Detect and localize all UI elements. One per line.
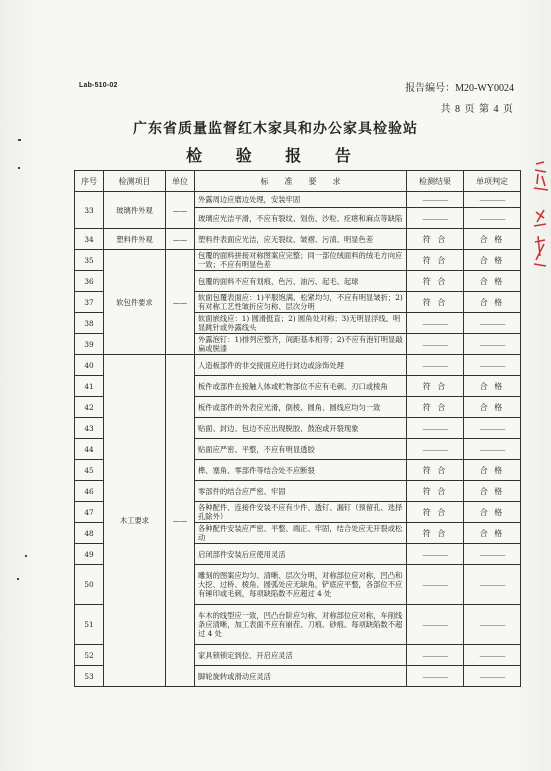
row-no: 53 [75, 666, 104, 687]
row-no: 35 [75, 250, 104, 271]
header-judgement: 单项判定 [464, 171, 521, 192]
result-cell: ———— [407, 355, 464, 376]
result-cell: ———— [407, 208, 464, 229]
row-no: 50 [75, 565, 104, 605]
result-cell: ———— [407, 418, 464, 439]
lab-code: Lab-510-02 [79, 82, 118, 89]
result-cell: 符 合 [407, 229, 464, 250]
requirement-text: 板件或部件在接触人体或贮物部位不应有毛刺、刃口或棱角 [195, 376, 407, 397]
item-name: 木工要求 [104, 355, 166, 687]
requirement-text: 各种配件安装应严密、平整、端正、牢固，结合处应无开裂或松动 [195, 523, 407, 544]
red-seal-stamp [532, 160, 551, 270]
result-cell: ———— [407, 645, 464, 666]
row-no: 41 [75, 376, 104, 397]
table-row [75, 250, 521, 271]
row-no: 38 [75, 313, 104, 334]
requirement-text: 启闭部件安装后应使用灵活 [195, 544, 407, 565]
requirement-text: 贴面应严密、平整，不应有明显透胶 [195, 439, 407, 460]
requirement-text: 塑料件表面应光洁，应无裂纹、皱褶、污渍、明显色差 [195, 229, 407, 250]
row-no: 34 [75, 229, 104, 250]
scan-speck [17, 578, 19, 580]
row-no: 39 [75, 334, 104, 355]
header-requirement: 标 准 要 求 [195, 171, 407, 192]
scan-speck [25, 555, 27, 557]
result-cell: 符 合 [407, 250, 464, 271]
table-row [75, 355, 521, 376]
row-no: 46 [75, 481, 104, 502]
organization-title: 广东省质量监督红木家具和办公家具检验站 [133, 121, 418, 137]
judgement-cell: ———— [464, 334, 521, 355]
result-cell: 符 合 [407, 397, 464, 418]
unit-cell: —— [166, 229, 195, 250]
requirement-text: 脚轮旋转或滑动应灵活 [195, 666, 407, 687]
requirement-text: 榫、塞角、零部件等结合处不应断裂 [195, 460, 407, 481]
result-cell: 符 合 [407, 376, 464, 397]
result-cell: ———— [407, 605, 464, 645]
result-cell: 符 合 [407, 292, 464, 313]
requirement-text: 雕刻的图案应均匀、清晰、层次分明，对称部位应对称，凹凸和大挖、过桥、棱角、圆弧处应无缺角，铲底应平整，各部位不应有锤印或毛刺，每项缺陷数不应超过 4 处 [195, 565, 407, 605]
result-cell: ———— [407, 313, 464, 334]
report-number: 报告编号：M20-WY0024 [405, 83, 514, 94]
scan-speck [18, 167, 20, 169]
requirement-text: 软面包覆表面应：1)平服饱满、松紧均匀，不应有明显皱折；2)有对称工艺性皱折应匀称、层次分明 [195, 292, 407, 313]
judgement-cell: 合 格 [464, 292, 521, 313]
unit-cell: —— [166, 355, 195, 687]
row-no: 44 [75, 439, 104, 460]
judgement-cell: 合 格 [464, 502, 521, 523]
row-no: 33 [75, 192, 104, 229]
judgement-cell: ———— [464, 666, 521, 687]
row-no: 43 [75, 418, 104, 439]
result-cell: ———— [407, 544, 464, 565]
judgement-cell: ———— [464, 418, 521, 439]
row-no: 48 [75, 523, 104, 544]
table-row [75, 229, 521, 250]
result-cell: 符 合 [407, 481, 464, 502]
item-name: 塑料件外观 [104, 229, 166, 250]
requirement-text: 玻璃应光洁平滑，不应有裂纹、划伤、沙粒、疙瘩和麻点等缺陷 [195, 208, 407, 229]
row-no: 52 [75, 645, 104, 666]
result-cell: ———— [407, 192, 464, 208]
requirement-text: 外露泡钉：1)排列应整齐，间距基本相等；2)不应有泡钉明显敲扁或脱漆 [195, 334, 407, 355]
judgement-cell: 合 格 [464, 460, 521, 481]
result-cell: ———— [407, 334, 464, 355]
item-name: 玻璃件外观 [104, 192, 166, 229]
row-no: 37 [75, 292, 104, 313]
header-unit: 单位 [166, 171, 195, 192]
page-count: 共 8 页 第 4 页 [440, 104, 514, 115]
requirement-text: 包覆的面料不应有划痕、色污、油污、起毛、起球 [195, 271, 407, 292]
row-no: 45 [75, 460, 104, 481]
header-result: 检测结果 [407, 171, 464, 192]
judgement-cell: 合 格 [464, 229, 521, 250]
unit-cell: —— [166, 192, 195, 229]
scan-speck [18, 139, 21, 141]
requirement-text: 零部件的结合应严密、牢固 [195, 481, 407, 502]
judgement-cell: 合 格 [464, 481, 521, 502]
requirement-text: 贴面、封边、包边不应出现脱胶、鼓泡或开裂现象 [195, 418, 407, 439]
row-no: 49 [75, 544, 104, 565]
judgement-cell: ———— [464, 565, 521, 605]
requirement-text: 包覆的面料拼接对称图案应完整；同一部位绒面料的绒毛方向应一致；不应有明显色差 [195, 250, 407, 271]
judgement-cell: 合 格 [464, 397, 521, 418]
requirement-text: 车木的线型应一致，凹凸台阶应匀称，对称部位应对称，车削线条应清晰，加工表面不应有崩茬、刀痕、砂痕。每项缺陷数不超过 4 处 [195, 605, 407, 645]
judgement-cell: ———— [464, 645, 521, 666]
result-cell: 符 合 [407, 460, 464, 481]
table-header-row [75, 171, 521, 192]
judgement-cell: 合 格 [464, 271, 521, 292]
result-cell: ———— [407, 666, 464, 687]
result-cell: 符 合 [407, 271, 464, 292]
row-no: 51 [75, 605, 104, 645]
row-no: 42 [75, 397, 104, 418]
judgement-cell: ———— [464, 605, 521, 645]
requirement-text: 家具锁锁定到位、开启应灵活 [195, 645, 407, 666]
header-item: 检测项目 [104, 171, 166, 192]
result-cell: 符 合 [407, 502, 464, 523]
judgement-cell: ———— [464, 544, 521, 565]
requirement-text: 软面嵌线应：1) 圆滑挺直；2) 圆角处对称；3)无明显浮线、明显跳针或外露线头 [195, 313, 407, 334]
table-row [75, 192, 521, 208]
judgement-cell: 合 格 [464, 523, 521, 544]
judgement-cell: ———— [464, 192, 521, 208]
requirement-text: 人造板部件的非交接面应进行封边或涂饰处理 [195, 355, 407, 376]
requirement-text: 板件或部件的外表应光滑，倒棱、圆角、圆线应均匀一致 [195, 397, 407, 418]
judgement-cell: 合 格 [464, 250, 521, 271]
report-title: 检 验 报 告 [186, 146, 365, 165]
judgement-cell: ———— [464, 439, 521, 460]
row-no: 40 [75, 355, 104, 376]
judgement-cell: 合 格 [464, 376, 521, 397]
result-cell: 符 合 [407, 523, 464, 544]
judgement-cell: ———— [464, 208, 521, 229]
judgement-cell: ———— [464, 355, 521, 376]
requirement-text: 外露周边应磨边处理，安装牢固 [195, 192, 407, 208]
judgement-cell: ———— [464, 313, 521, 334]
inspection-table [74, 170, 521, 687]
item-name: 软包件要求 [104, 250, 166, 355]
header-no: 序号 [75, 171, 104, 192]
unit-cell: —— [166, 250, 195, 355]
row-no: 36 [75, 271, 104, 292]
result-cell: ———— [407, 565, 464, 605]
row-no: 47 [75, 502, 104, 523]
requirement-text: 各种配件、连接件安装不应有少件、透钉、漏钉（预留孔、选择孔除外） [195, 502, 407, 523]
result-cell: ———— [407, 439, 464, 460]
